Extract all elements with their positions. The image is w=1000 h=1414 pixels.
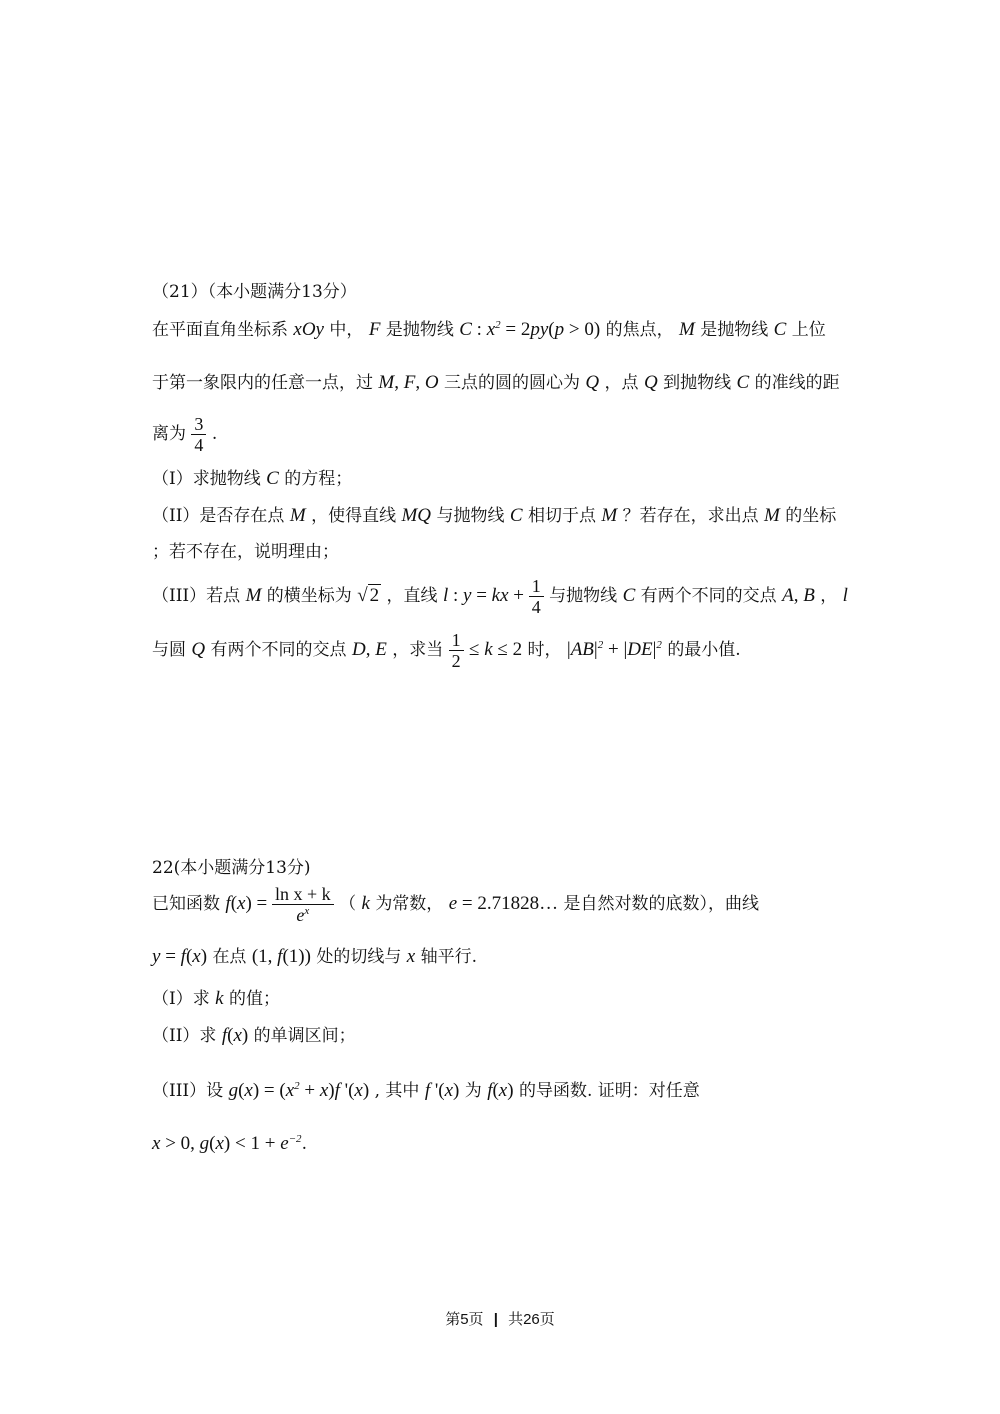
math-k-range: ≤ k ≤ 2 — [469, 639, 523, 660]
math-xoy: xOy — [293, 319, 324, 340]
math-c: C — [773, 319, 787, 340]
fraction-one-half — [449, 630, 464, 671]
fraction-numerator: 1 — [449, 630, 464, 651]
q21-text: 有两个不同的交点 — [210, 640, 347, 660]
q21-text: （III）若点 — [152, 586, 241, 606]
q22-sub-question-3-cont — [152, 1133, 307, 1156]
q21-text: 相切于点 — [527, 506, 596, 526]
math-m-point: M — [289, 505, 306, 526]
q22-paragraph-line-2 — [152, 946, 477, 969]
math-parabola-equation: C : $x^2 = 2py(p > 0)$ — [459, 319, 601, 340]
q21-paragraph-line-3 — [152, 414, 217, 455]
fraction-numerator: 3 — [191, 414, 206, 435]
fraction-denominator: 4 — [194, 435, 204, 455]
q22-sub-question-2 — [152, 1025, 356, 1048]
q22-text: 的值； — [228, 989, 280, 1009]
q22-text: 的导函数. 证明：对任意 — [518, 1081, 700, 1101]
fraction-three-quarters — [191, 414, 206, 455]
math-c: C — [509, 505, 523, 526]
q22-header — [152, 858, 311, 878]
q21-text: 的最小值. — [667, 640, 741, 660]
math-fx: f(x) — [487, 1080, 514, 1101]
page-footer — [0, 1308, 1000, 1329]
fraction-denominator — [272, 905, 334, 925]
math-gx-definition: $g(x) = (x^2 + x)f$ '(x) — [228, 1080, 370, 1101]
math-k: k — [361, 893, 370, 914]
q21-text: 中， — [329, 320, 364, 340]
q22-text: （III）设 — [152, 1081, 224, 1101]
q21-text: 于第一象限内的任意一点，过 — [152, 373, 373, 393]
fraction-one-quarter — [529, 576, 544, 617]
q21-text: 到抛物线 — [663, 373, 732, 393]
math-y-fx: y = f(x) — [152, 946, 208, 967]
q21-text: 离为 — [152, 424, 186, 444]
q22-text: , 其中 — [374, 1081, 420, 1101]
q21-text: （I）求抛物线 — [152, 469, 261, 489]
footer-separator: | — [493, 1311, 498, 1328]
q22-text: 为 — [464, 1081, 482, 1101]
q21-sub-question-3-cont — [152, 630, 741, 671]
math-m-point: M — [678, 319, 695, 340]
q21-text: 的横坐标为 — [266, 586, 352, 606]
q21-paragraph-line-2 — [152, 372, 840, 395]
math-fx: f(x) = — [225, 893, 272, 914]
q21-text: 是抛物线 — [385, 320, 454, 340]
q21-text: ，点 — [604, 373, 639, 393]
math-point-1-f1: (1, f(1)) — [251, 946, 311, 967]
math-fx: f(x) — [221, 1025, 249, 1046]
math-sqrt-2: √ 2 — [357, 585, 380, 606]
q21-sub-question-1 — [152, 468, 352, 491]
q21-text: 上位 — [791, 320, 826, 340]
fraction-numerator: ln x + k — [272, 884, 334, 905]
q22-text: 为常数， — [375, 894, 444, 914]
q21-text: 与圆 — [152, 640, 186, 660]
q21-text: 是抛物线 — [700, 320, 769, 340]
math-m-point: M — [245, 585, 262, 606]
q21-text: 的准线的距 — [754, 373, 840, 393]
fraction-denominator: 4 — [531, 597, 541, 617]
math-m-point: M — [601, 505, 618, 526]
math-e-value: e = 2.71828… — [448, 893, 559, 914]
q22-text: （II）求 — [152, 1026, 217, 1046]
math-ab-de-sum: $|AB|^2 + |DE|^2$ — [566, 639, 662, 660]
q22-text: 在点 — [212, 947, 247, 967]
q22-sub-question-3 — [152, 1080, 700, 1103]
q21-text: ，直线 — [386, 586, 438, 606]
q21-text: ；若不存在，说明理由； — [152, 542, 339, 562]
page-total: 共26页 — [508, 1311, 555, 1328]
math-f-prime-x: f '(x) — [424, 1080, 460, 1101]
q21-text: . — [211, 424, 218, 444]
q22-text: 已知函数 — [152, 894, 220, 914]
math-de: D, E — [351, 639, 387, 660]
math-q: Q — [191, 639, 206, 660]
q21-paragraph-line-1 — [152, 319, 826, 342]
q21-sub-question-2 — [152, 505, 836, 528]
q21-text: 在平面直角坐标系 — [152, 320, 288, 340]
q21-text: 时， — [527, 640, 562, 660]
fraction-lnx-plus-k-over-ex — [272, 884, 334, 925]
q22-text: 是自然对数的底数），曲线 — [563, 894, 760, 914]
q21-text: ，使得直线 — [311, 506, 397, 526]
q22-text: （ — [339, 894, 357, 914]
math-mq: MQ — [401, 505, 432, 526]
q21-text: ， — [820, 586, 838, 606]
q21-text: ，求当 — [392, 640, 444, 660]
q21-text: 有两个不同的交点 — [640, 586, 777, 606]
math-ab: A, B — [782, 585, 815, 606]
math-c: C — [736, 372, 750, 393]
q21-text: 三点的圆的圆心为 — [443, 373, 580, 393]
q22-text: 轴平行. — [420, 947, 477, 967]
q22-text: . — [301, 1134, 307, 1154]
q21-header — [152, 282, 357, 302]
math-f-point: F — [368, 319, 381, 340]
math-c: C — [622, 585, 636, 606]
q21-header-text: （21）（本小题满分13分） — [152, 282, 357, 302]
math-c: C — [266, 468, 279, 489]
math-m-point: M — [764, 505, 780, 526]
q21-text: 的焦点， — [605, 320, 674, 340]
math-q: Q — [585, 372, 600, 393]
math-mfo: M, F, O — [378, 372, 439, 393]
math-x: x — [406, 946, 416, 967]
page-number: 第5页 — [445, 1311, 484, 1328]
q22-text: 处的切线与 — [316, 947, 402, 967]
q21-sub-question-2-cont — [152, 542, 339, 562]
q22-text: 的单调区间； — [253, 1026, 356, 1046]
fraction-denominator: 2 — [451, 651, 461, 671]
q22-sub-question-1 — [152, 988, 280, 1011]
denominator-exponent: x — [304, 905, 310, 917]
math-k: k — [215, 988, 224, 1009]
q21-text: 与抛物线 — [436, 506, 505, 526]
q21-text: 的坐标 — [785, 506, 837, 526]
q21-text: （II）是否存在点 — [152, 506, 285, 526]
q21-text: 与抛物线 — [549, 586, 618, 606]
math-l: l — [842, 585, 848, 606]
denominator-base: e — [296, 905, 305, 925]
math-line-l: l : y = kx + — [442, 585, 529, 606]
q22-paragraph-line-1 — [152, 884, 759, 925]
q22-header-text: 22(本小题满分13分) — [152, 858, 311, 878]
math-q: Q — [643, 372, 658, 393]
fraction-numerator: 1 — [529, 576, 544, 597]
q21-text: 的方程； — [284, 469, 353, 489]
q22-text: （I）求 — [152, 989, 210, 1009]
q21-sub-question-3 — [152, 576, 848, 617]
math-inequality: x > 0, $g(x) < 1 + e^{-2}$ — [152, 1133, 302, 1154]
q21-text: ？若存在，求出点 — [622, 506, 759, 526]
